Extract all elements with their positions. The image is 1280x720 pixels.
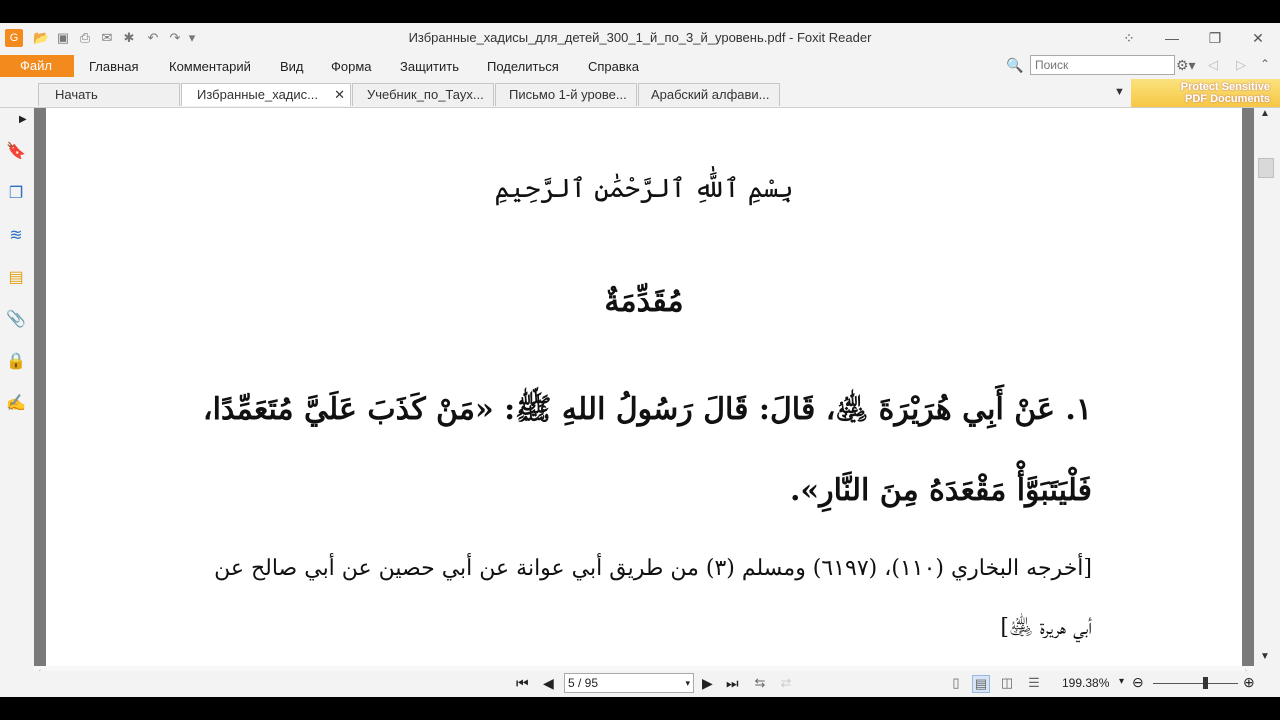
close-button[interactable]: ✕ [1252,30,1264,46]
comments-icon[interactable]: ▤ [8,269,24,286]
menu-view[interactable]: Вид [280,59,304,74]
zoom-slider-thumb[interactable] [1203,677,1208,689]
new-icon[interactable]: ✱ [123,30,135,45]
restore-button[interactable]: ❐ [1208,30,1222,46]
collapse-ribbon-icon[interactable]: ⌃ [1260,57,1271,71]
tab-label: Учебник_по_Таух... [367,87,484,102]
zoom-in-icon[interactable]: ⊕ [1243,674,1255,690]
scroll-down-icon[interactable]: ▼ [1260,651,1270,662]
page-number-value: 5 / 95 [568,676,599,690]
email-icon[interactable]: ✉ [101,30,113,45]
source-line-2: أبي هريرة ﵁] [1000,615,1092,640]
page-number-field[interactable] [564,673,694,693]
attachments-icon[interactable]: 📎 [6,311,26,328]
zoom-slider-track[interactable] [1153,683,1238,684]
print-icon[interactable]: ⎙ [79,30,91,45]
pdf-page[interactable] [46,108,1242,666]
tab-izbrannye[interactable] [181,83,351,106]
page-dropdown-chevron-icon[interactable]: ▾ [685,678,690,688]
foxit-logo-icon: G [5,29,23,47]
tab-uchebnik[interactable] [352,83,494,106]
ribbon-toggle-icon[interactable]: ⁘ [1123,30,1135,46]
pages-icon[interactable]: ❐ [8,185,24,202]
search-input[interactable] [1030,55,1175,75]
vertical-scrollbar[interactable] [1254,108,1280,666]
app-window [0,23,1280,697]
next-page-icon[interactable]: ▶ [702,675,713,691]
tab-close-icon[interactable]: ✕ [334,87,345,102]
menu-form[interactable]: Форма [331,59,372,74]
next-view-icon[interactable]: ⇄ [780,675,792,690]
page-heading: مُقَدِّمَةٌ [604,284,684,319]
security-lock-icon[interactable]: 🔒 [6,353,26,370]
status-bar [0,671,1280,697]
menu-comment[interactable]: Комментарий [169,59,251,74]
save-icon[interactable]: ▣ [56,30,70,45]
tab-pismo[interactable] [495,83,637,106]
minimize-button[interactable]: — [1165,30,1179,46]
ribbon-menu [0,53,1280,79]
tab-label: Арабский алфави... [651,87,770,102]
tab-label: Избранные_хадис... [197,87,318,102]
scroll-up-icon[interactable]: ▲ [1260,108,1270,119]
promo-banner[interactable] [1131,79,1280,107]
continuous-page-icon[interactable]: ▤ [972,675,990,693]
last-page-icon[interactable]: ⏭ [726,675,739,691]
tab-label: Начать [55,87,98,102]
promo-line1: Protect Sensitive [1180,81,1270,93]
menu-home[interactable]: Главная [89,59,139,74]
title-bar [0,23,1280,53]
hadith-line-2: فَلْيَتَبَوَّأْ مَقْعَدَهُ مِنَ النَّارِ». [789,473,1092,508]
tab-label: Письмо 1-й урове... [509,87,627,102]
search-prev-icon[interactable]: ◁ [1208,57,1218,72]
signature-icon[interactable]: ✍ [6,395,26,412]
document-viewport[interactable] [34,108,1254,666]
promo-line2: PDF Documents [1185,93,1270,105]
previous-view-icon[interactable]: ⇆ [754,675,766,690]
navigation-sidebar [0,108,34,668]
zoom-out-icon[interactable]: ⊖ [1132,674,1144,690]
single-page-icon[interactable]: ▯ [952,675,960,690]
zoom-dropdown-chevron-icon[interactable]: ▾ [1119,676,1125,687]
expand-panel-icon[interactable]: ▶ [19,114,27,125]
customize-chevron-icon[interactable]: ▾ [188,30,196,45]
menu-protect[interactable]: Защитить [400,59,459,74]
tab-start[interactable] [38,83,180,106]
bookmark-icon[interactable]: 🔖 [6,143,26,160]
document-tabs [0,79,1280,108]
hadith-line-1: ١. عَنْ أَبِي هُرَيْرَةَ ﵁، قَالَ: قَالَ رَسُولُ اللهِ ﷺ: «مَنْ كَذَبَ عَلَيَّ مُتَعَمِّدًا، [202,392,1092,427]
undo-icon[interactable]: ↶ [147,30,159,45]
basmala-text: بِسْمِ ٱللَّٰهِ ٱلرَّحْمَٰنِ ٱلرَّحِيمِ [494,174,794,204]
first-page-icon[interactable]: ⏮ [516,675,529,691]
find-folder-icon[interactable]: 🔍 [1006,57,1024,73]
layers-icon[interactable]: ≋ [9,227,23,244]
tab-list-chevron-icon[interactable]: ▼ [1114,86,1125,98]
source-line-1: [أخرجه البخاري (١١٠)، (٦١٩٧) ومسلم (٣) من طريق أبي عوانة عن أبي حصين عن أبي صالح عن [214,556,1092,581]
file-menu[interactable]: Файл [0,55,74,77]
search-settings-icon[interactable]: ⚙▾ [1176,57,1196,73]
prev-page-icon[interactable]: ◀ [543,675,554,691]
menu-help[interactable]: Справка [588,59,639,74]
search-next-icon[interactable]: ▷ [1236,57,1246,72]
window-title: Избранные_хадисы_для_детей_300_1_й_по_3_й_уровень.pdf - Foxit Reader [408,30,872,45]
tab-arabic[interactable] [638,83,780,106]
zoom-level[interactable]: 199.38% [1062,676,1110,690]
facing-page-icon[interactable]: ◫ [1000,675,1014,690]
scroll-thumb[interactable] [1258,158,1274,178]
continuous-facing-icon[interactable]: ☰ [1028,675,1040,690]
menu-share[interactable]: Поделиться [487,59,559,74]
open-folder-icon[interactable]: 📂 [33,30,50,45]
redo-icon[interactable]: ↷ [169,30,181,45]
